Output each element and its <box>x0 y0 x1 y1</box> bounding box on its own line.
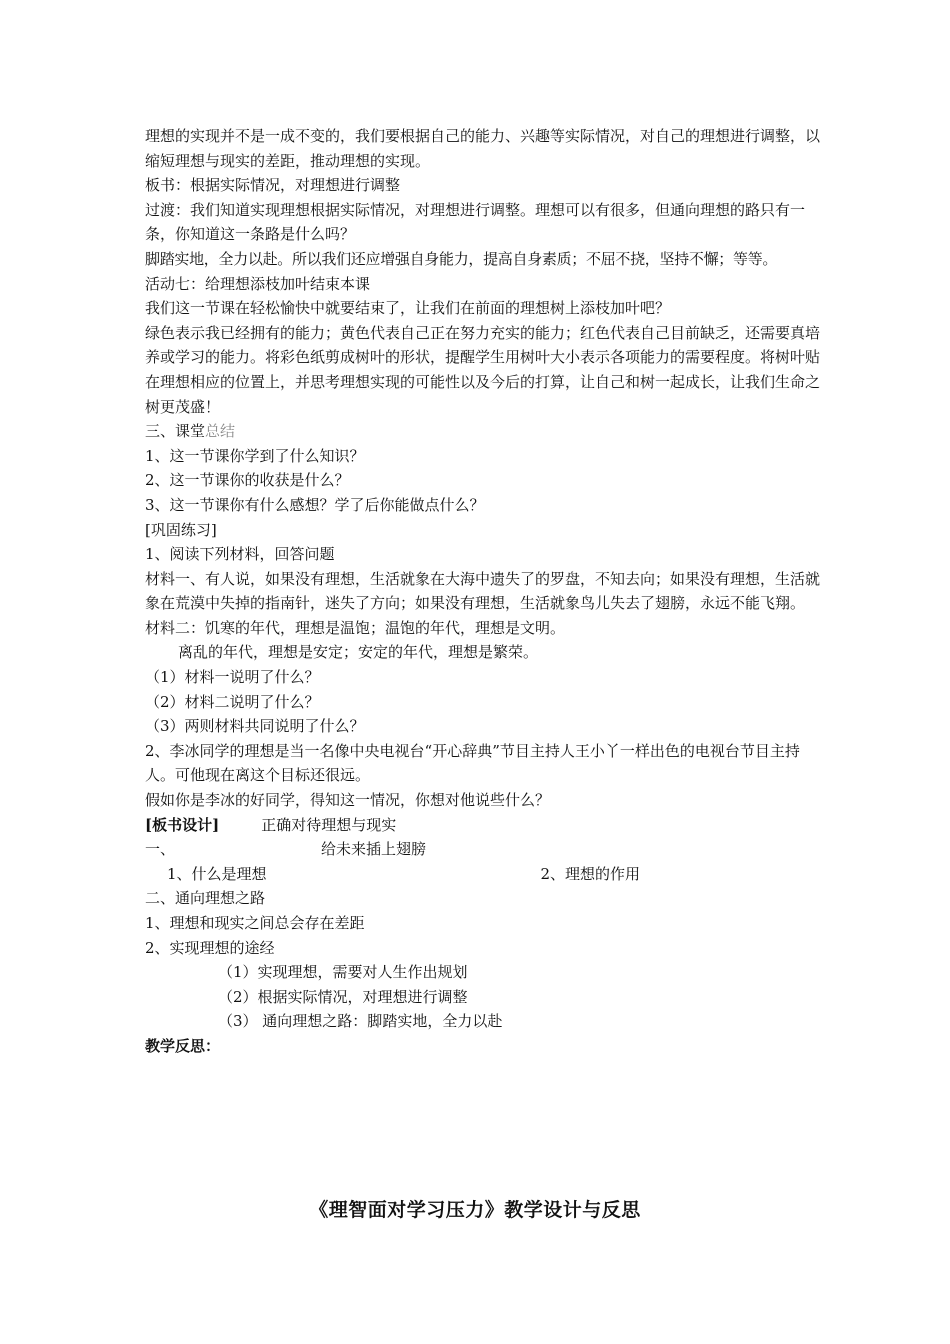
board-section-one-text: 给未来插上翅膀 <box>321 840 427 859</box>
exercise-item: 1、阅读下列材料，回答问题 <box>145 545 335 564</box>
question: 1、这一节课你学到了什么知识？ <box>145 446 365 465</box>
material-two-cont: 离乱的年代，理想是安定；安定的年代，理想是繁荣。 <box>178 643 539 662</box>
question: 2、这一节课你的收获是什么？ <box>145 471 350 490</box>
board-section-one <box>145 837 825 862</box>
board-subitem: （2）根据实际情况，对理想进行调整 <box>218 987 468 1006</box>
board-section-one-label: 一、 <box>145 840 176 859</box>
paragraph: 过渡：我们知道实现理想根据实际情况，对理想进行调整。理想可以有很多，但通向理想的路只有一条，你知道这一条路是什么吗？ <box>145 200 806 244</box>
paragraph: 板书：根据实际情况，对理想进行调整 <box>145 176 401 195</box>
board-subitem: （1）实现理想，需要对人生作出规划 <box>218 963 468 982</box>
board-design-title: 正确对待理想与现实 <box>261 815 397 834</box>
board-item: 2、理想的作用 <box>540 864 640 883</box>
board-section-one-items <box>145 862 825 887</box>
exercise-item: 假如你是李冰的好同学，得知这一情况，你想对他说些什么？ <box>145 791 551 810</box>
question: 3、这一节课你有什么感想？学了后你能做点什么？ <box>145 495 485 514</box>
material-one: 材料一、有人说，如果没有理想，生活就象在大海中遗失了的罗盘，不知去向；如果没有理想，生活就象在荒漠中失掉的指南针，迷失了方向；如果没有理想，生活就象鸟儿失去了翅膀，永远不能飞翔。 <box>145 569 821 613</box>
section-heading-gray: 总结 <box>205 422 236 441</box>
next-document-title: 《理智面对学习压力》教学设计与反思 <box>309 1199 641 1221</box>
section-heading-main: 三、课堂 <box>145 422 206 441</box>
board-design-heading <box>145 813 825 838</box>
activity-heading: 活动七：给理想添枝加叶结束本课 <box>145 274 371 293</box>
paragraph: 脚踏实地，全力以赴。所以我们还应增强自身能力，提高自身素质；不屈不挠，坚持不懈；等等。 <box>145 249 778 268</box>
document-body <box>145 124 825 1059</box>
material-two: 材料二：饥寒的年代，理想是温饱；温饱的年代，理想是文明。 <box>145 618 566 637</box>
board-item: 2、实现理想的途经 <box>145 938 275 957</box>
paragraph: 理想的实现并不是一成不变的，我们要根据自己的能力、兴趣等实际情况，对自己的理想进行调整，以缩短理想与现实的差距，推动理想的实现。 <box>145 127 821 170</box>
paragraph: 我们这一节课在轻松愉快中就要结束了，让我们在前面的理想树上添枝加叶吧？ <box>145 299 671 318</box>
reflection-label: 教学反思： <box>145 1036 221 1055</box>
section-heading <box>145 419 825 444</box>
board-design-label: [板书设计] <box>145 815 220 834</box>
board-section-two: 二、通向理想之路 <box>145 889 266 908</box>
exercise-item: 2、李冰同学的理想是当一名像中央电视台“开心辞典”节目主持人王小丫一样出色的电视台节目主持人。可他现在离这个目标还很远。 <box>145 741 800 785</box>
board-item: 1、什么是理想 <box>167 864 267 883</box>
sub-question: （3）两则材料共同说明了什么？ <box>145 717 365 736</box>
board-item: 1、理想和现实之间总会存在差距 <box>145 914 365 932</box>
exercise-heading: [巩固练习] <box>145 520 217 539</box>
paragraph: 绿色表示我已经拥有的能力；黄色代表自己正在努力充实的能力；红色代表自己目前缺乏，还需要真培养或学习的能力。将彩色纸剪成树叶的形状，提醒学生用树叶大小表示各项能力的需要程度。将树叶贴在理想相应的位置上，并思考理想实现的可能性以及今后的打算，让自己和树一起成长，让我们生命之树更茂盛！ <box>145 323 821 416</box>
board-subitem: （3） 通向理想之路：脚踏实地，全力以赴 <box>218 1012 503 1031</box>
sub-question: （1）材料一说明了什么？ <box>145 668 320 687</box>
sub-question: （2）材料二说明了什么？ <box>145 692 320 711</box>
